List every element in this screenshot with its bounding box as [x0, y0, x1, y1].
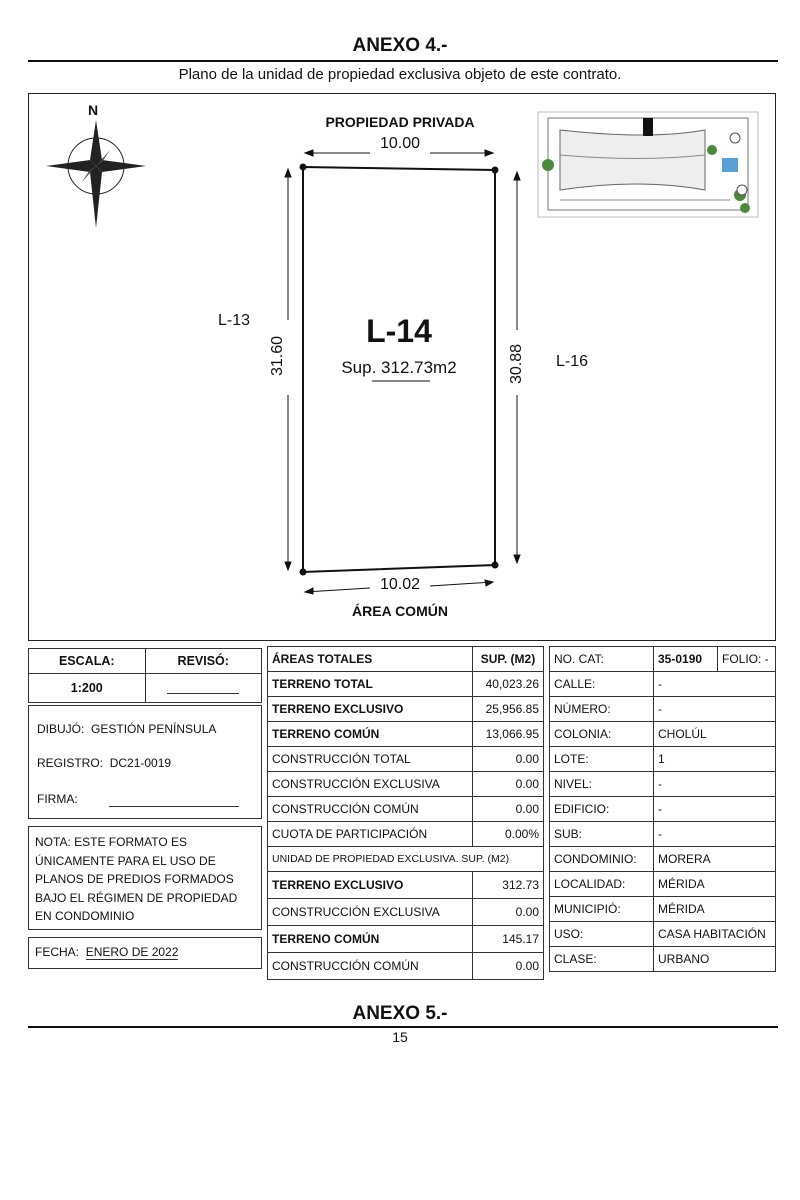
unit-header: UNIDAD DE PROPIEDAD EXCLUSIVA. SUP. (M2) [268, 847, 544, 872]
areas-header-unit: SUP. (M2) [473, 647, 544, 672]
nota-box: NOTA: ESTE FORMATO ES ÚNICAMENTE PARA EL USO DE PLANOS DE PREDIOS FORMADOS BAJO EL RÉGIMEN DE PROPIEDAD EN CONDOMINIO [28, 826, 262, 930]
firma-label: FIRMA: [37, 792, 78, 806]
table-row-value: 0.00% [473, 822, 544, 847]
dibujo-value: GESTIÓN PENÍNSULA [91, 722, 217, 736]
lot-number: L-14 [366, 313, 432, 349]
table-row-value: - [654, 822, 776, 847]
lot-area: Sup. 312.73m2 [341, 358, 457, 377]
table-row-value: 0.00 [473, 899, 544, 926]
footer-title: ANEXO 5.- [352, 1003, 448, 1024]
page-title: ANEXO 4.- [352, 35, 448, 56]
dibujo-label: DIBUJÓ: [37, 722, 85, 736]
right-neighbor-label: L-16 [556, 353, 589, 370]
left-neighbor-label: L-13 [218, 312, 251, 329]
table-row-value: 1 [654, 747, 776, 772]
table-row-label: CONSTRUCCIÓN TOTAL [268, 747, 473, 772]
table-row-label: USO: [550, 922, 654, 947]
table-row-value: 0.00 [473, 772, 544, 797]
table-row-label: TERRENO EXCLUSIVO [268, 872, 473, 899]
table-row-label: EDIFICIO: [550, 797, 654, 822]
page-subtitle: Plano de la unidad de propiedad exclusiva objeto de este contrato. [178, 66, 622, 83]
table-row-label: TERRENO COMÚN [268, 926, 473, 953]
escala-value: 1:200 [29, 674, 146, 703]
reviso-label: REVISÓ: [145, 649, 262, 674]
bottom-dimension: 10.02 [379, 576, 421, 593]
table-row-label: SUB: [550, 822, 654, 847]
table-row-value: URBANO [654, 947, 776, 972]
footer-rule [28, 1026, 778, 1028]
table-row-label: CLASE: [550, 947, 654, 972]
table-row-value: - [654, 797, 776, 822]
table-row-label: MUNICIPIÓ: [550, 897, 654, 922]
registro-value: DC21-0019 [109, 756, 172, 770]
table-row-value: MÉRIDA [654, 897, 776, 922]
table-row-label: CONSTRUCCIÓN COMÚN [268, 953, 473, 980]
table-row-label: CONDOMINIO: [550, 847, 654, 872]
bottom-neighbor-label: ÁREA COMÚN [352, 603, 448, 619]
areas-header-label: ÁREAS TOTALES [268, 647, 473, 672]
table-row-label: CUOTA DE PARTICIPACIÓN [268, 822, 473, 847]
top-neighbor-label: PROPIEDAD PRIVADA [325, 114, 475, 130]
table-row-value: - [654, 697, 776, 722]
table-row-value: 40,023.26 [473, 672, 544, 697]
table-row-label: NÚMERO: [550, 697, 654, 722]
table-row-label: COLONIA: [550, 722, 654, 747]
table-row-value: 0.00 [473, 953, 544, 980]
north-label: N [88, 102, 99, 118]
table-row-value: 312.73 [473, 872, 544, 899]
fecha-box [28, 937, 262, 969]
catastro-table [549, 646, 776, 972]
table-row-label: CONSTRUCCIÓN EXCLUSIVA [268, 899, 473, 926]
table-row-label: CONSTRUCCIÓN EXCLUSIVA [268, 772, 473, 797]
table-row-value: MORERA [654, 847, 776, 872]
escala-label: ESCALA: [29, 649, 146, 674]
table-row-value: 13,066.95 [473, 722, 544, 747]
right-dimension: 30.88 [508, 343, 525, 385]
table-row-label: NIVEL: [550, 772, 654, 797]
table-row-value: 25,956.85 [473, 697, 544, 722]
table-row-label: LOTE: [550, 747, 654, 772]
table-row-value: CASA HABITACIÓN [654, 922, 776, 947]
nocat-value: 35-0190 [654, 647, 718, 672]
areas-table [267, 646, 544, 980]
site-map-thumbnail [538, 112, 758, 217]
fecha-value: ENERO DE 2022 [85, 945, 179, 959]
table-row-value: 0.00 [473, 747, 544, 772]
table-row-value: 145.17 [473, 926, 544, 953]
table-row-value: CHOLÚL [654, 722, 776, 747]
firma-line [109, 806, 239, 807]
table-row-value: - [654, 672, 776, 697]
page-number: 15 [392, 1029, 408, 1045]
reviso-signature-line [145, 674, 262, 703]
table-row-value: MÉRIDA [654, 872, 776, 897]
table-row-label: CALLE: [550, 672, 654, 697]
drawing-info-box [28, 705, 262, 819]
table-row-label: LOCALIDAD: [550, 872, 654, 897]
table-row-value: - [654, 772, 776, 797]
table-row-label: CONSTRUCCIÓN COMÚN [268, 797, 473, 822]
table-row-label: TERRENO EXCLUSIVO [268, 697, 473, 722]
registro-label: REGISTRO: [37, 756, 104, 770]
fecha-label: FECHA: [35, 945, 80, 959]
table-row-value: 0.00 [473, 797, 544, 822]
top-dimension: 10.00 [379, 135, 421, 152]
nocat-label: NO. CAT: [550, 647, 654, 672]
table-row-label: TERRENO TOTAL [268, 672, 473, 697]
table-row-label: TERRENO COMÚN [268, 722, 473, 747]
compass-icon [46, 120, 146, 228]
left-dimension: 31.60 [269, 335, 286, 377]
folio-label: FOLIO: - [718, 647, 776, 672]
